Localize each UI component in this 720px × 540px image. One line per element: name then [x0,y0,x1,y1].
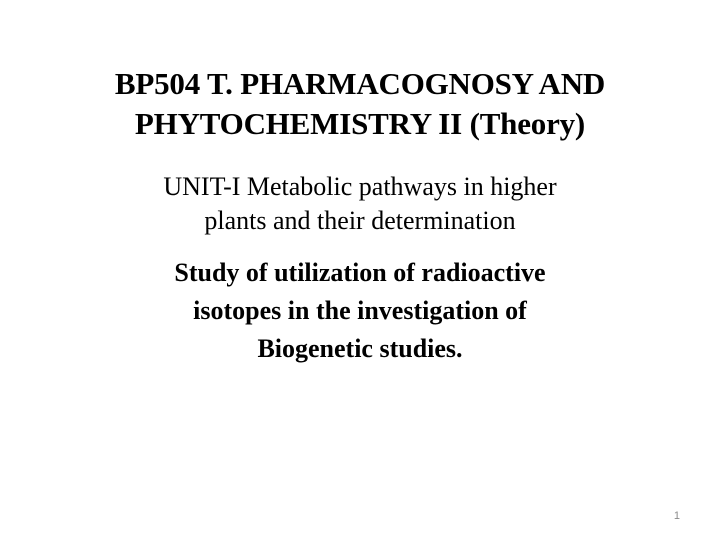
slide-title [60,64,660,144]
unit-heading [60,170,660,238]
title-line-2: PHYTOCHEMISTRY II (Theory) [134,106,586,141]
topic-line-2: isotopes in the investigation of [193,296,527,325]
topic-line-3: Biogenetic studies. [257,334,463,363]
unit-line-2: plants and their determination [204,206,516,235]
title-line-1: BP504 T. PHARMACOGNOSY AND [114,66,606,101]
topic-line-1: Study of utilization of radioactive [174,258,546,287]
topic-text [100,254,620,368]
slide-number: 1 [673,510,680,522]
unit-line-1: UNIT-I Metabolic pathways in higher [163,172,557,201]
